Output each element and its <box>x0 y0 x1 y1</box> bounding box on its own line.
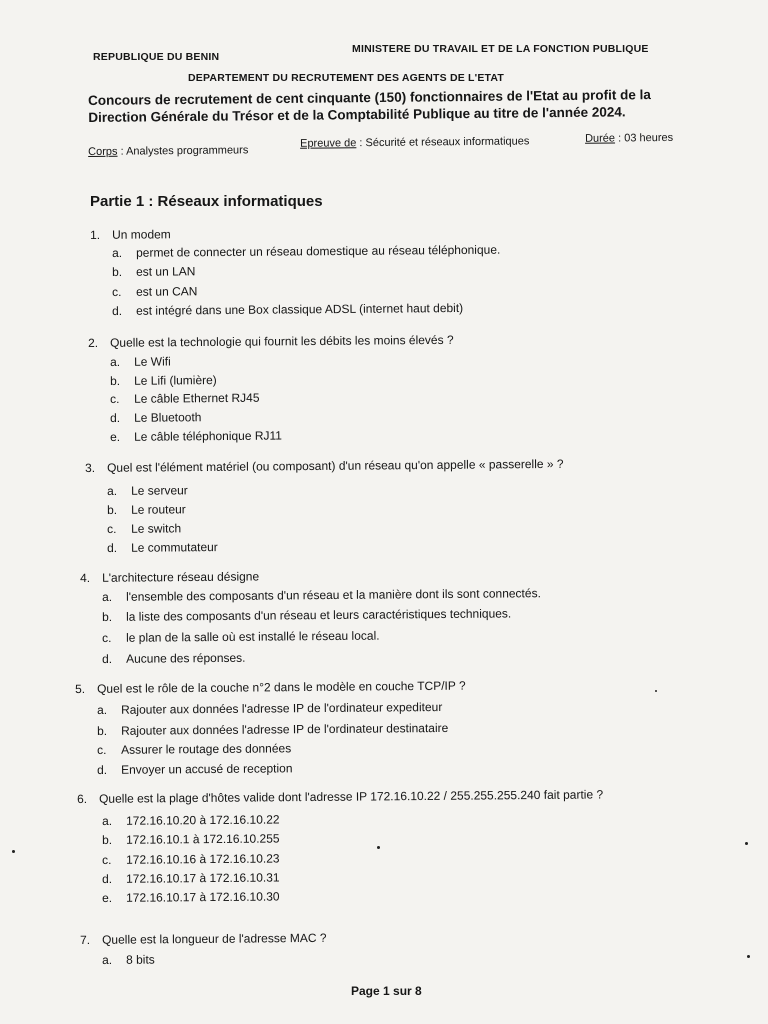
option-letter: a. <box>102 813 113 828</box>
option-text: 172.16.10.20 à 172.16.10.22 <box>125 812 280 828</box>
option-text: Le switch <box>130 521 182 536</box>
option-letter: c. <box>102 852 112 867</box>
option <box>112 284 197 299</box>
meta-corps-label: Corps <box>88 145 118 158</box>
option-letter: b. <box>102 609 113 624</box>
option <box>102 629 380 645</box>
option-letter: c. <box>110 391 120 406</box>
scan-speck <box>377 846 380 849</box>
option <box>97 700 442 717</box>
header-ministry: MINISTERE DU TRAVAIL ET DE LA FONCTION PUBLIQUE <box>352 43 649 55</box>
option-letter: a. <box>110 354 121 369</box>
meta-corps-value: : Analystes programmeurs <box>117 144 249 158</box>
header-department: DEPARTEMENT DU RECRUTEMENT DES AGENTS DE L'ETAT <box>188 72 505 84</box>
question-number: 3. <box>85 460 96 475</box>
option <box>97 721 448 738</box>
option-letter: b. <box>110 373 121 388</box>
option-letter: a. <box>107 483 118 498</box>
option-text: Le routeur <box>130 502 186 517</box>
option <box>110 410 202 425</box>
option-letter: d. <box>107 540 118 555</box>
question-number: 2. <box>88 335 99 350</box>
exam-title <box>88 86 688 126</box>
option-text: Le commutateur <box>130 540 218 555</box>
exam-title-line-1: Concours de recrutement de cent cinquante (150) fonctionnaires de l'Etat au profit de la <box>88 87 651 108</box>
option <box>107 483 188 498</box>
option-letter: d. <box>102 651 113 666</box>
meta-corps <box>88 144 248 158</box>
option-letter: b. <box>112 264 123 279</box>
question <box>80 931 327 947</box>
option-letter: e. <box>110 429 121 444</box>
option-text: Le Bluetooth <box>133 410 202 425</box>
exam-meta <box>88 131 708 158</box>
question <box>90 227 171 242</box>
meta-duree-value: : 03 heures <box>614 131 674 145</box>
option-text: 172.16.10.1 à 172.16.10.255 <box>125 831 280 847</box>
question-text: L'architecture réseau désigne <box>101 569 260 585</box>
option-text: Rajouter aux données l'adresse IP de l'ordinateur destinataire <box>120 720 449 738</box>
option-text: la liste des composants d'un réseau et leurs caractéristiques techniques. <box>125 606 512 624</box>
option <box>102 831 280 847</box>
option-text: Le câble Ethernet RJ45 <box>133 390 260 406</box>
question <box>80 569 259 585</box>
option-text: Rajouter aux données l'adresse IP de l'ordinateur expediteur <box>120 699 443 717</box>
page-number: Page 1 sur 8 <box>351 984 422 998</box>
question-text: Quelle est la technologie qui fournit les débits les moins élevés ? <box>109 332 454 350</box>
option <box>112 301 463 318</box>
option-letter: c. <box>102 630 112 645</box>
scan-speck <box>745 842 748 845</box>
option-letter: a. <box>102 952 113 967</box>
option-text: le plan de la salle où est installé le réseau local. <box>125 628 380 645</box>
option-letter: d. <box>97 762 108 777</box>
meta-epreuve <box>300 135 529 149</box>
question <box>85 457 564 475</box>
option-letter: c. <box>112 284 122 299</box>
option-text: 172.16.10.17 à 172.16.10.31 <box>125 870 280 886</box>
part-title: Partie 1 : Réseaux informatiques <box>90 193 323 210</box>
meta-duree <box>585 132 673 145</box>
option-letter: e. <box>102 890 113 905</box>
question-number: 1. <box>90 227 101 242</box>
option <box>102 586 541 604</box>
meta-epreuve-value: : Sécurité et réseaux informatiques <box>356 135 530 150</box>
scan-speck <box>12 850 15 853</box>
option <box>110 354 171 369</box>
question-number: 4. <box>80 570 91 585</box>
option-text: est intégré dans une Box classique ADSL (internet haut debit) <box>135 300 464 318</box>
option-letter: a. <box>112 245 123 260</box>
option <box>110 391 260 406</box>
scan-speck <box>655 690 657 692</box>
option-letter: a. <box>97 702 108 717</box>
question-text: Un modem <box>111 227 171 242</box>
option <box>112 243 500 260</box>
question-number: 7. <box>80 932 91 947</box>
option-letter: d. <box>110 410 121 425</box>
option-text: Assurer le routage des données <box>120 741 292 757</box>
option <box>102 651 246 666</box>
option-text: est un LAN <box>135 264 196 279</box>
option-text: 172.16.10.16 à 172.16.10.23 <box>125 851 280 867</box>
question-text: Quelle est la plage d'hôtes valide dont l'adresse IP 172.16.10.22 / 255.255.255.240 fait partie ? <box>98 787 604 806</box>
question-text: Quelle est la longueur de l'adresse MAC ? <box>101 930 327 947</box>
option-letter: b. <box>102 832 113 847</box>
question-number: 5. <box>75 681 86 696</box>
question-text: Quel est l'élément matériel (ou composant) d'un réseau qu'on appelle « passerelle » ? <box>106 456 564 475</box>
option-text: 8 bits <box>125 952 155 967</box>
question-number: 6. <box>77 791 88 806</box>
option-text: l'ensemble des composants d'un réseau et la manière dont ils sont connectés. <box>125 586 541 604</box>
option-text: permet de connecter un réseau domestique au réseau téléphonique. <box>135 242 501 260</box>
option-letter: b. <box>107 502 118 517</box>
option-text: 172.16.10.17 à 172.16.10.30 <box>125 889 280 905</box>
option-text: Le câble téléphonique RJ11 <box>133 428 283 444</box>
option <box>107 502 186 517</box>
scan-speck <box>747 955 750 958</box>
option <box>110 373 217 388</box>
option <box>110 429 282 444</box>
option-letter: b. <box>97 723 108 738</box>
option <box>102 812 280 828</box>
option-letter: c. <box>97 742 107 757</box>
option <box>102 851 280 867</box>
option-text: Le Wifi <box>133 354 171 369</box>
option <box>97 741 291 757</box>
option-letter: d. <box>112 303 123 318</box>
option-text: Envoyer un accusé de reception <box>120 761 293 777</box>
option-text: Le Lifi (lumière) <box>133 373 217 388</box>
option <box>102 953 155 967</box>
option <box>102 889 280 905</box>
option-text: Le serveur <box>130 483 188 498</box>
option-text: est un CAN <box>135 284 198 299</box>
option <box>107 540 218 555</box>
option <box>102 606 511 624</box>
question <box>75 679 466 696</box>
header-country: REPUBLIQUE DU BENIN <box>93 51 220 63</box>
exam-title-line-2: Direction Générale du Trésor et de la Comptabilité Publique au titre de l'année 2024. <box>88 104 626 125</box>
question <box>88 333 454 350</box>
option-letter: c. <box>107 521 117 536</box>
option-letter: d. <box>102 871 113 886</box>
meta-epreuve-label: Epreuve de <box>300 137 357 150</box>
option <box>107 521 181 536</box>
option-letter: a. <box>102 589 113 604</box>
question <box>77 787 603 806</box>
option-text: Aucune des réponses. <box>125 650 246 666</box>
option <box>102 870 280 886</box>
option <box>97 761 293 777</box>
option <box>112 264 195 279</box>
meta-duree-label: Durée <box>584 132 616 145</box>
question-text: Quel est le rôle de la couche n°2 dans le modèle en couche TCP/IP ? <box>96 678 466 696</box>
